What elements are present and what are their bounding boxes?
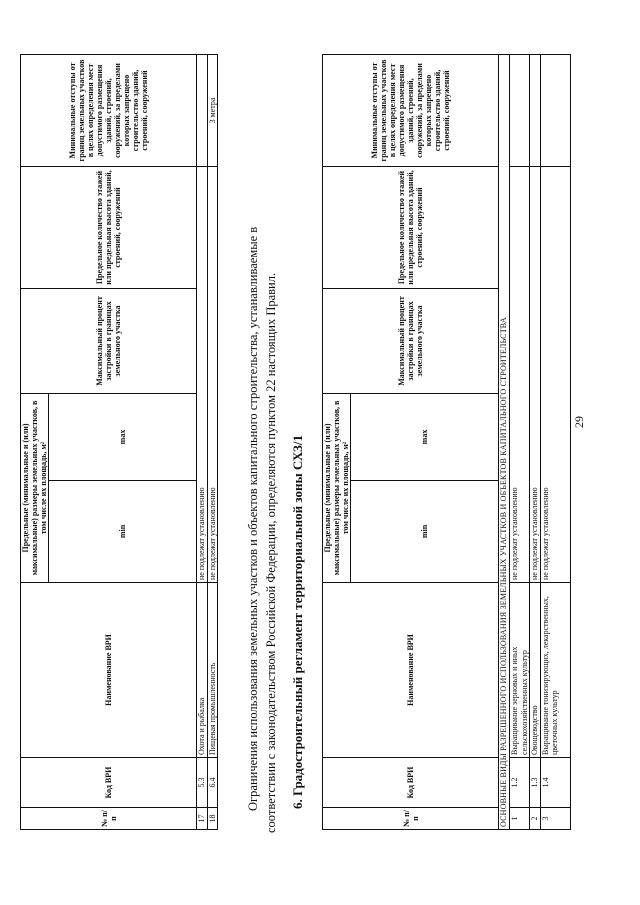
header-num: № п/п: [323, 808, 499, 830]
row-code: 1.2: [510, 758, 530, 808]
page-number: 29: [572, 416, 586, 428]
row-setback: [510, 55, 530, 167]
header-area-group: Предельные (минимальные и (или) максимальные) размеры земельных участков, в том числе их площадь, м²: [323, 394, 351, 583]
row-name: Выращивание тонизирующих, лекарственных, цветочных культур: [540, 583, 570, 758]
header-floors: Предельное количество этажей или предельная высота зданий, строений, сооружений: [323, 167, 499, 289]
row-name: Пищевая промышленность: [207, 583, 218, 758]
row-setback: [530, 55, 541, 167]
header-min: min: [49, 481, 197, 583]
row-area: не подлежат установлению: [207, 167, 218, 583]
row-num: 3: [540, 808, 570, 830]
row-code: 5.3: [197, 758, 208, 808]
header-name: Наименование ВРИ: [323, 583, 499, 758]
zone-heading: 6. Градостроительный регламент территориальной зоны СХЗ/1: [290, 435, 305, 809]
header-max: max: [351, 394, 499, 481]
row-area: не подлежат установлению: [197, 167, 208, 583]
bottom-regulation-table: [322, 54, 571, 830]
row-num: 17: [197, 808, 208, 830]
header-setbacks: Минимальные отступы от границ земельных участков в целях определения мест допустимого размещения зданий, строений, сооружений, за пределами которых запрещено строительство зданий, строений, сооружений: [323, 55, 499, 167]
row-setback: [197, 55, 208, 167]
header-setbacks: Минимальные отступы от границ земельных участков в целях определения мест допустимого размещения зданий, строений, сооружений, за пределами которых запрещено строительство зданий, строений, сооружений: [21, 55, 197, 167]
note-line-2: соответствии с законодательством Российской Федерации, определяются пунктом 22 настоящих Правил.: [263, 272, 278, 833]
header-code: Код ВРИ: [21, 758, 197, 808]
row-code: 1.4: [540, 758, 570, 808]
note-line-1: Ограничения использования земельных участков и объектов капитального строительства, устанавливаемые в: [245, 226, 260, 811]
header-max-percent: Максимальный процент застройки в границах земельного участка: [323, 289, 499, 394]
row-area: не подлежат установлению: [530, 167, 541, 583]
header-num: № п/п: [21, 808, 197, 830]
header-name: Наименование ВРИ: [21, 583, 197, 758]
row-name: Охота и рыбалка: [197, 583, 208, 758]
row-name: Овощеводство: [530, 583, 541, 758]
header-code: Код ВРИ: [323, 758, 499, 808]
row-setback: [540, 55, 570, 167]
row-name: Выращивание зерновых и иных сельскохозяйственных культур: [510, 583, 530, 758]
section-title: ОСНОВНЫЕ ВИДЫ РАЗРЕШЕННОГО ИСПОЛЬЗОВАНИЯ ЗЕМЕЛЬНЫХ УЧАСТКОВ И ОБЪЕКТОВ КАПИТАЛЬНОГО СТРОИТЕЛЬСТВА: [499, 55, 510, 830]
row-setback: 3 метра: [207, 55, 218, 167]
table-row: [207, 55, 218, 830]
row-num: 18: [207, 808, 218, 830]
header-max: max: [49, 394, 197, 481]
row-code: 1.3: [530, 758, 541, 808]
table-row: [197, 55, 208, 830]
row-area: не подлежат установлению: [510, 167, 530, 583]
row-num: 1: [510, 808, 530, 830]
header-min: min: [351, 481, 499, 583]
header-floors: Предельное количество этажей или предельная высота зданий, строений, сооружений: [21, 167, 197, 289]
header-area-group: Предельные (минимальные и (или) максимальные) размеры земельных участков, в том числе их площадь, м²: [21, 394, 49, 583]
row-num: 2: [530, 808, 541, 830]
top-regulation-table: [20, 54, 218, 830]
table-row: [530, 55, 541, 830]
table-row: [510, 55, 530, 830]
row-code: 6.4: [207, 758, 218, 808]
header-max-percent: Максимальный процент застройки в границах земельного участка: [21, 289, 197, 394]
row-area: не подлежат установлению: [540, 167, 570, 583]
table-row: [540, 55, 570, 830]
